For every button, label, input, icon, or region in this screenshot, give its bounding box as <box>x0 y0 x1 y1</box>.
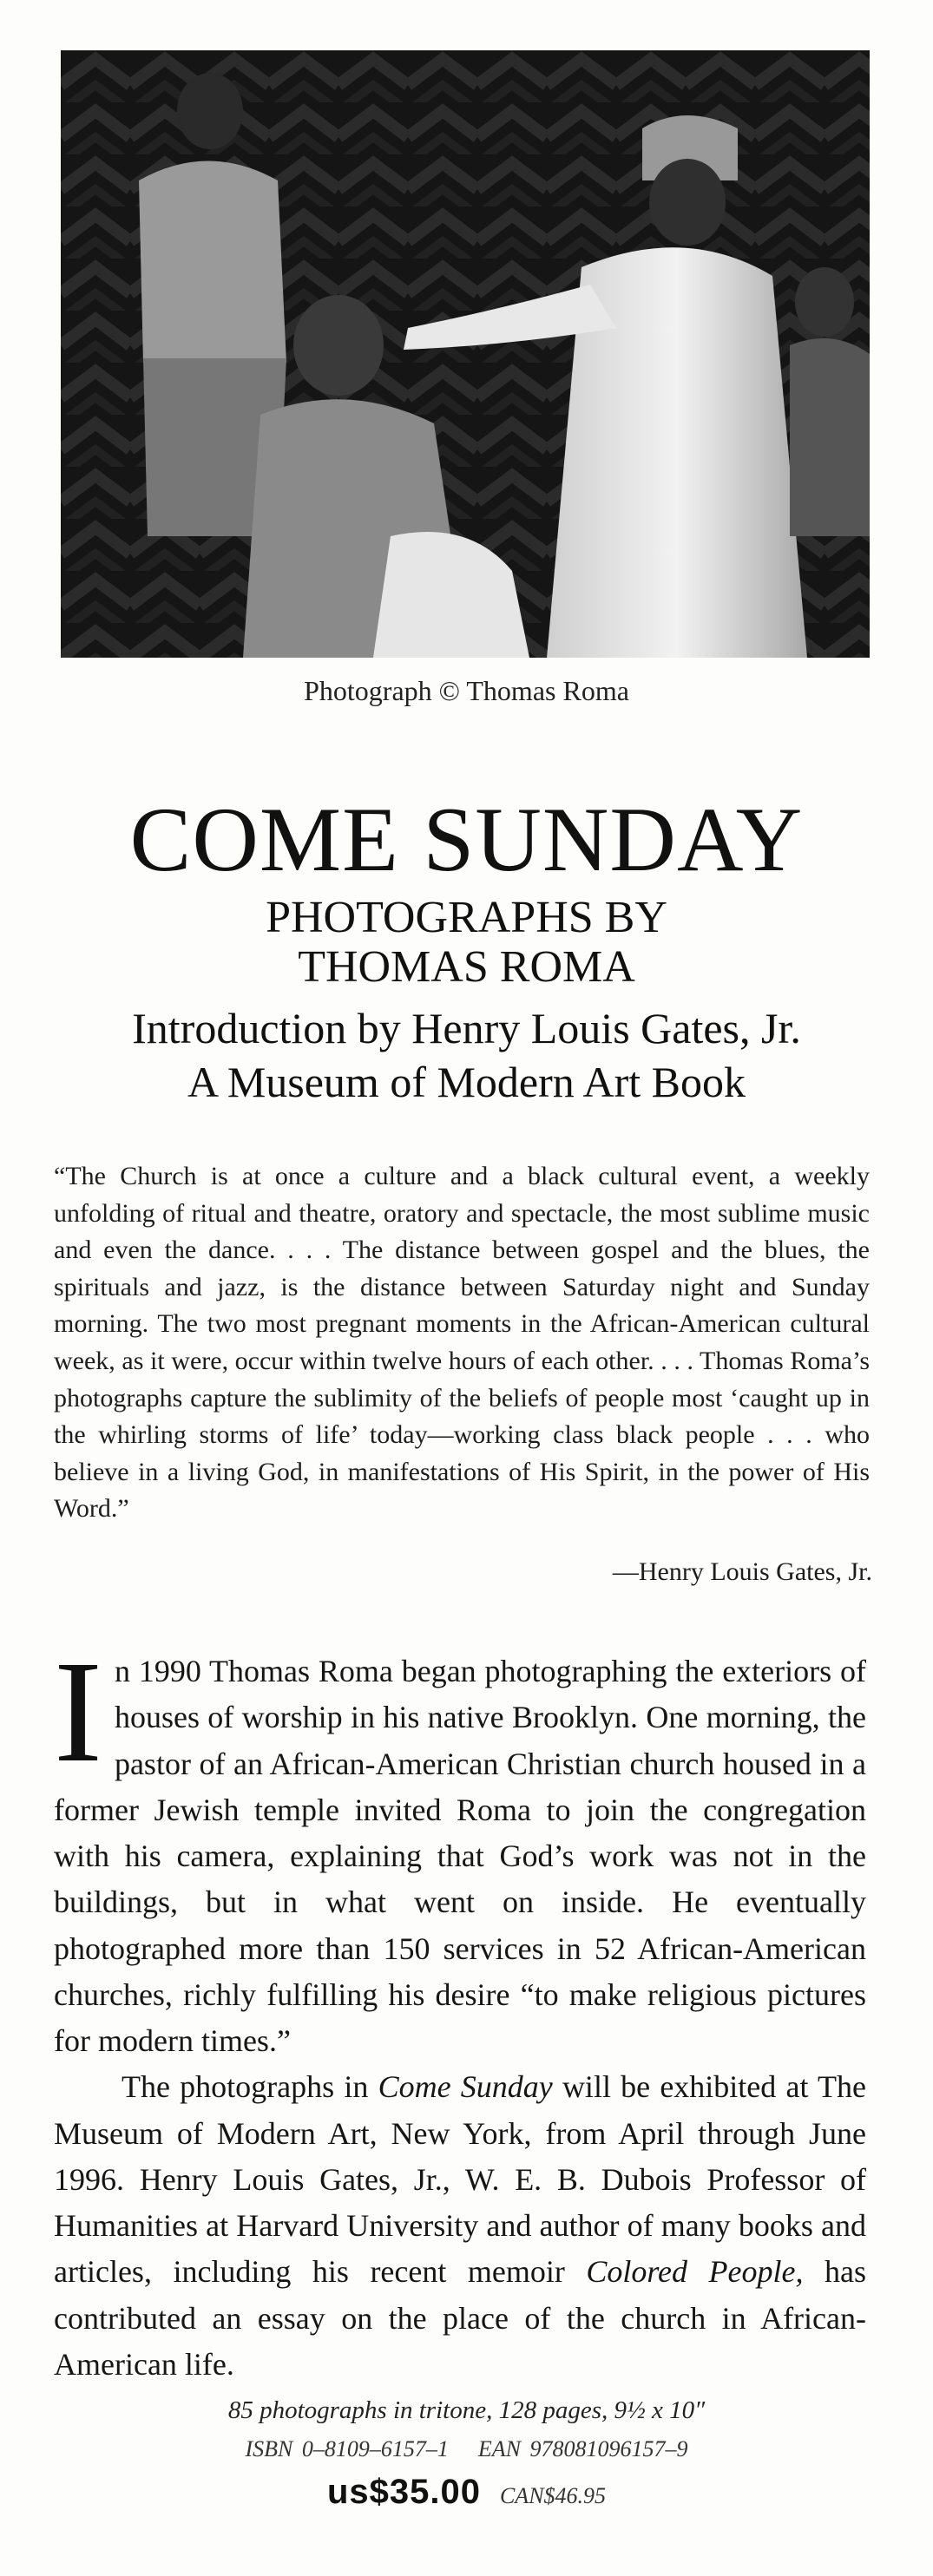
subtitle-line-2: THOMAS ROMA <box>298 942 635 993</box>
isbn-line <box>0 2436 933 2462</box>
paragraph-1-text: n 1990 Thomas Roma began photographing the exteriors of houses of worship in his native Brooklyn. One morning, the pastor of an African-American Christian church housed in a former Jewish temple invited Roma to join the congregation with his camera, explaining that God’s work was not in the buildings, but in what went on inside. He eventually photographed more than 150 services in 52 African-American churches, richly fulfilling his desire “to make religious pictures for modern times.” <box>54 1654 866 2059</box>
introduction-credit: Introduction by Henry Louis Gates, Jr. <box>132 1004 801 1053</box>
paragraph-2-memoir-title: Colored People, <box>586 2254 804 2290</box>
title-block <box>0 789 933 1107</box>
drop-cap: I <box>54 1631 102 1793</box>
photo-image <box>61 50 870 658</box>
price-us: us$35.00 <box>326 2473 481 2511</box>
paragraph-2-middle: will be exhibited at The Museum of Modern Art, New York, from April through June 1996. Henry Louis Gates, Jr., W. E. B. Dubois Professor of Humanities at Harvard University and author of many books and articles, including his recent memoir <box>54 2069 866 2290</box>
price-can: CAN$46.95 <box>499 2483 607 2508</box>
paragraph-2-book-title: Come Sunday <box>378 2069 553 2105</box>
subtitle-line-1: PHOTOGRAPHS BY <box>266 893 667 942</box>
description-paragraph-1 <box>54 1631 866 2064</box>
paragraph-2-end: has contributed an essay on the place of the church in African-American life. <box>54 2254 866 2382</box>
cover-photograph <box>61 50 870 658</box>
book-title: COME SUNDAY <box>129 789 804 890</box>
publisher-credit: A Museum of Modern Art Book <box>187 1058 746 1107</box>
isbn-number: ISBN 0–8109–6157–1 <box>245 2436 449 2461</box>
description-paragraph-2 <box>54 2064 866 2388</box>
photo-caption: Photograph © Thomas Roma <box>304 675 629 706</box>
paragraph-2-start: The photographs in <box>122 2069 378 2105</box>
quote-attribution: —Henry Louis Gates, Jr. <box>612 1557 872 1586</box>
price-line <box>0 2473 933 2512</box>
blurb-quote: “The Church is at once a culture and a black cultural event, a weekly unfolding of ritual and theatre, oratory and spectacle, the most sublime music and even the dance. . . . The distance between gospel and the blues, the spirituals and jazz, is the distance between Saturday night and Sunday morning. The two most pregnant moments in the African-American cultural week, as it were, occur within twelve hours of each other. . . . Thomas Roma’s photographs capture the sublimity of the beliefs of people most ‘caught up in the whirling storms of life’ today—working class black people . . . who believe in a living God, in manifestations of His Spirit, in the power of His Word.” <box>54 1162 870 1524</box>
ean-number: EAN 978081096157–9 <box>477 2436 688 2461</box>
book-specs: 85 photographs in tritone, 128 pages, 9½ x 10″ <box>227 2396 706 2424</box>
description-body <box>54 1631 866 2388</box>
